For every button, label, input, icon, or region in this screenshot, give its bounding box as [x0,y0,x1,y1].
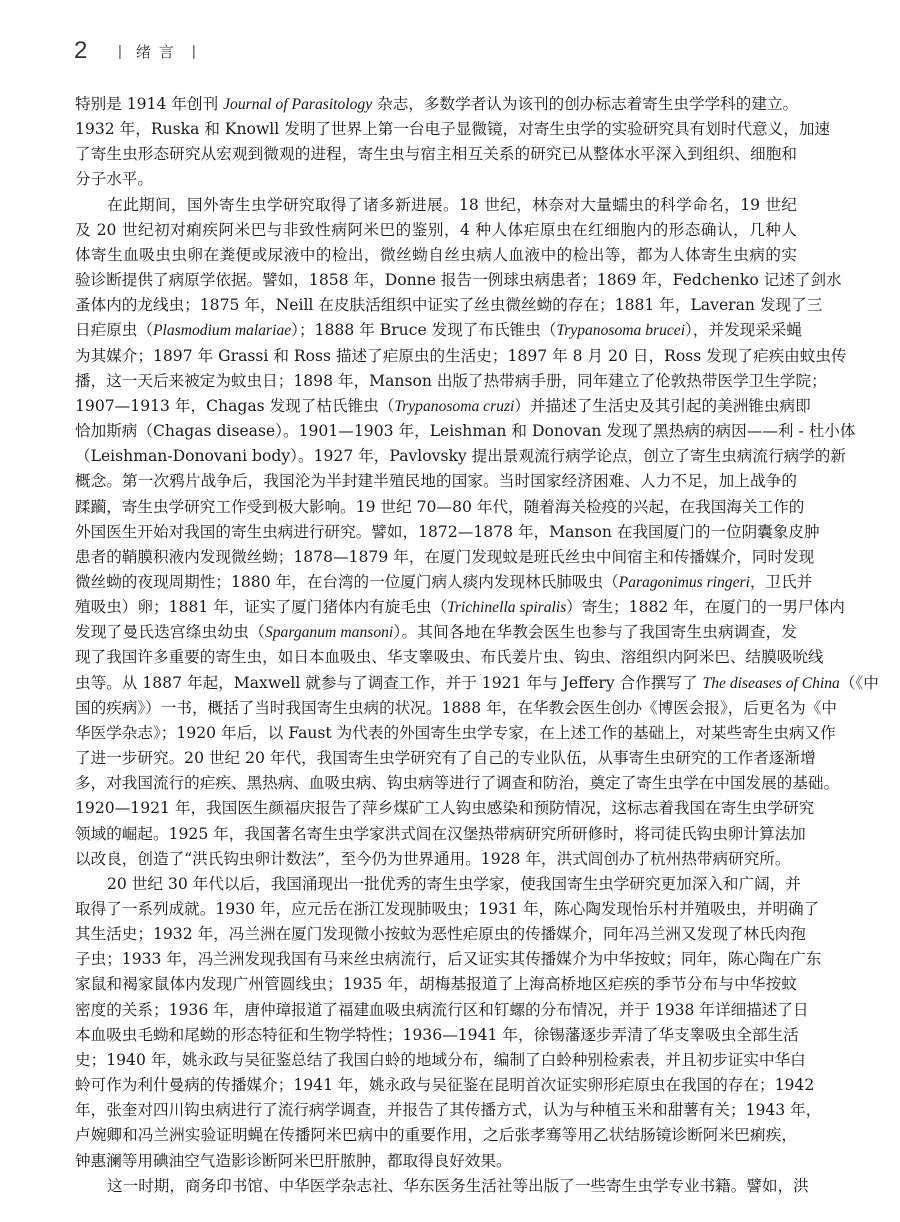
italic-latin-name: Trypanosoma brucei [556,322,686,340]
italic-latin-name: The diseases of China [702,674,840,692]
text-run: 殖吸虫）卵；1881 年，证实了厦门猪体内有旋毛虫（ [75,598,448,617]
text-run: 验诊断提供了病原学依据。譬如，1858 年，Donne 报告一例球虫病患者；1869 年，Fedchenko 记述了剑水 [75,271,842,290]
text-run: （《中 [839,673,879,692]
text-run: ）寄生；1882 年，在厦门的一男尸体内 [566,598,845,617]
text-run: 卢婉卿和冯兰洲实验证明蝇在传播阿米巴病中的重要作用，之后张孝骞等用乙状结肠镜诊断阿米巴痢疾， [75,1126,797,1145]
text-run: 华医学杂志》；1920 年后，以 Faust 为代表的外国寄生虫学专家，在上述工作的基础上，对某些寄生虫病又作 [75,723,836,742]
paragraph [75,193,879,872]
italic-latin-name: Paragonimus ringeri [618,573,750,591]
text-line [75,696,837,721]
text-line [75,495,805,520]
text-line [75,972,797,997]
text-run: 概念。第一次鸦片战争后，我国沦为半封建半殖民地的国家。当时国家经济困难、人力不足，加上战争的 [75,472,797,491]
text-run: 家鼠和褐家鼠体内发现广州管圆线虫；1935 年，胡梅基报道了上海高桥地区疟疾的季节分布与中华按蚊 [75,975,797,994]
text-run: 播，这一天后来被定为蚊虫日；1898 年，Manson 出版了热带病手册，同年建立了伦敦热带医学卫生学院； [75,371,827,390]
section-title: 绪言 [135,42,182,61]
text-line [75,872,801,897]
header-divider: | [118,42,122,60]
italic-latin-name: Trypanosoma cruzi [394,397,515,415]
text-line [75,922,806,947]
running-header [74,36,196,66]
text-run: 日疟原虫（ [75,321,153,340]
text-run: 多，对我国流行的疟疾、黑热病、血吸虫病、钩虫病等进行了调查和防治，奠定了寄生虫学在中国发展的基础。 [75,774,840,793]
text-line [75,947,822,972]
text-line [75,193,797,218]
text-run: 这一时期，商务印书馆、中华医学杂志社、华东医务生活社等出版了一些寄生虫学专业书籍。譬如，洪 [107,1176,809,1195]
text-run: ）；1888 年 Bruce 发现了布氏锥虫（ [291,321,557,340]
italic-latin-name: Trichinella spiralis [447,599,567,617]
body-text [75,92,879,1199]
italic-latin-name: Sparganum mansoni [264,624,394,642]
text-line [75,671,879,696]
text-run: 患者的鞘膜积液内发现微丝蚴；1878—1879 年，在厦门发现蚊是班氏丝虫中间宿主和传播媒介，同时发现 [75,547,815,566]
text-line [75,1174,809,1199]
page-number: 2 [74,37,88,64]
text-line [75,897,820,922]
text-run: 微丝蚴的夜现周期性；1880 年，在台湾的一位厦门病人痰内发现林氏肺吸虫（ [75,572,619,591]
text-run: 发现了曼氏迭宫绦虫幼虫（ [75,623,265,642]
text-line [75,1073,815,1098]
text-run: 密度的关系；1936 年，唐仲璋报道了福建血吸虫病流行区和钉螺的分布情况，并于 1938 年详细描述了日 [75,1000,809,1019]
text-run: 外国医生开始对我国的寄生虫病进行研究。譬如，1872—1878 年，Manson 在我国厦门的一位阴囊象皮肿 [75,522,820,541]
text-run: 1907—1913 年，Chagas 发现了枯氏锥虫（ [75,396,395,415]
text-run: 蛉可作为利什曼病的传播媒介；1941 年，姚永政与吴征鉴在昆明首次证实卵形疟原虫在我国的存在；1942 [75,1076,815,1095]
text-line [75,394,811,419]
text-line [75,721,836,746]
text-run: 国的疾病》）一书，概括了当时我国寄生虫病的状况。1888 年，在华教会医生创办《博医会报》，后更名为《中 [75,698,837,717]
text-run: 1932 年，Ruska 和 Knowll 发明了世界上第一台电子显微镜，对寄生虫学的实验研究具有划时代意义，加速 [75,120,831,139]
text-line [75,419,856,444]
text-line [75,293,823,318]
text-line [75,545,815,570]
text-line [75,243,797,268]
italic-latin-name: Plasmodium malariae [152,322,292,340]
text-line [75,167,797,192]
text-line [75,847,797,872]
text-line [75,620,797,645]
text-run: 了进一步研究。20 世纪 20 年代，我国寄生虫学研究有了自己的专业队伍，从事寄生虫研究的工作者逐渐增 [75,749,816,768]
text-run: ，卫氏并 [749,572,813,591]
text-line [75,369,827,394]
header-divider: | [191,42,196,60]
text-line [75,1048,806,1073]
text-line [75,1123,797,1148]
text-run: 现了我国许多重要的寄生虫，如日本血吸虫、华支睾吸虫、布氏姜片虫、钩虫、溶组织内阿米巴、结膜吸吮线 [75,648,824,667]
text-line [75,1149,797,1174]
text-run: 1920—1921 年，我国医生颜福庆报告了萍乡煤矿工人钩虫感染和预防情况，这标志着我国在寄生虫学研究 [75,799,815,818]
text-line [75,998,809,1023]
text-run: 为其媒介；1897 年 Grassi 和 Ross 描述了疟原虫的生活史；1897 年 8 月 20 日，Ross 发现了疟疾由蚊虫传 [75,346,847,365]
text-run: 本血吸虫毛蚴和尾蚴的形态特征和生物学特性；1936—1941 年，徐锡藩逐步弄清了华支睾吸虫全部生活 [75,1025,799,1044]
text-run: 虫等。从 1887 年起，Maxwell 就参与了调查工作，并于 1921 年与 Jeffery 合作撰写了 [75,673,703,692]
text-line [75,318,802,343]
text-run: ）。其间各地在华教会医生也参与了我国寄生虫病调查，发 [393,623,797,642]
text-line [75,268,842,293]
text-run: 分子水平。 [75,170,153,189]
text-run: 杂志，多数学者认为该刊的创办标志着寄生虫学学科的建立。 [372,95,799,113]
text-line [75,469,797,494]
text-line [75,142,797,167]
text-run: 子虫；1933 年，冯兰洲发现我国有马来丝虫病流行，后又证实其传播媒介为中华按蚊；同年，陈心陶在广东 [75,950,822,969]
text-run: 了寄生虫形态研究从宏观到微观的进程，寄生虫与宿主相互关系的研究已从整体水平深入到组织、细胞和 [75,145,797,164]
text-run: 恰加斯病（Chagas disease）。1901—1903 年，Leishman 和 Donovan 发现了黑热病的病因——利 - 杜小体 [75,422,856,441]
text-line [75,595,845,620]
text-line [75,822,806,847]
text-run: 蚤体内的龙线虫；1875 年，Neill 在皮肤活组织中证实了丝虫微丝蚴的存在；1881 年，Laveran 发现了三 [75,296,823,315]
paragraph [75,1174,809,1199]
text-run: 以改良，创造了“洪氏钩虫卵计数法”，至今仍为世界通用。1928 年，洪式闾创办了杭州热带病研究所。 [75,849,791,868]
text-line [75,520,820,545]
text-run: 领域的崛起。1925 年，我国著名寄生虫学家洪式闾在汉堡热带病研究所研修时，将司徒氏钩虫卵计算法加 [75,824,806,843]
text-run: （Leishman-Donovani body）。1927 年，Pavlovsky 提出景观流行病学论点，创立了寄生虫病流行病学的新 [75,447,846,466]
text-run: 其生活史；1932 年，冯兰洲在厦门发现微小按蚊为恶性疟原虫的传播媒介，同年冯兰洲又发现了林氏肉孢 [75,925,806,944]
text-run: 在此期间，国外寄生虫学研究取得了诸多新进展。18 世纪，林奈对大量蠕虫的科学命名，19 世纪 [107,195,797,214]
text-run: 体寄生血吸虫虫卵在粪便或尿液中的检出，微丝蚴自丝虫病人血液中的检出等，都为人体寄生虫病的实 [75,245,797,264]
text-line [75,117,831,142]
text-line [75,771,840,796]
text-line [75,1098,822,1123]
text-line [75,344,847,369]
text-line [75,645,824,670]
text-run: ）并描述了生活史及其引起的美洲锥虫病即 [514,396,811,415]
text-line [75,218,797,243]
text-run: 取得了一系列成就。1930 年，应元岳在浙江发现肺吸虫；1931 年，陈心陶发现怡乐村并殖吸虫，并明确了 [75,900,820,918]
paragraph [75,872,822,1174]
text-run: 及 20 世纪初对痢疾阿米巴与非致性病阿米巴的鉴别，4 种人体疟原虫在红细胞内的形态确认，几种人 [75,220,797,239]
text-run: 年，张奎对四川钩虫病进行了流行病学调查，并报告了其传播方式，认为与种植玉米和甜薯有关；1943 年， [75,1101,822,1120]
paragraph [75,92,831,193]
text-line [75,570,813,595]
italic-latin-name: Journal of Parasitology [223,96,373,113]
text-line [75,92,797,117]
text-line [75,746,816,771]
text-run: 史；1940 年，姚永政与吴征鉴总结了我国白蛉的地域分布，编制了白蛉种别检索表，并且初步证实中华白 [75,1050,806,1069]
text-run: 蹂躏，寄生虫学研究工作受到极大影响。19 世纪 70—80 年代，随着海关检疫的兴起，在我国海关工作的 [75,497,805,516]
text-line [75,1023,797,1048]
text-line [75,796,815,821]
text-run: ），并发现采采蝇 [685,321,802,340]
text-run: 特别是 1914 年创刊 [75,95,224,113]
text-line [75,444,846,469]
text-run: 20 世纪 30 年代以后，我国涌现出一批优秀的寄生虫学家，使我国寄生虫学研究更加深入和广阔，并 [107,874,801,893]
text-run: 钟惠澜等用碘油空气造影诊断阿米巴肝脓肿，都取得良好效果。 [75,1151,512,1170]
